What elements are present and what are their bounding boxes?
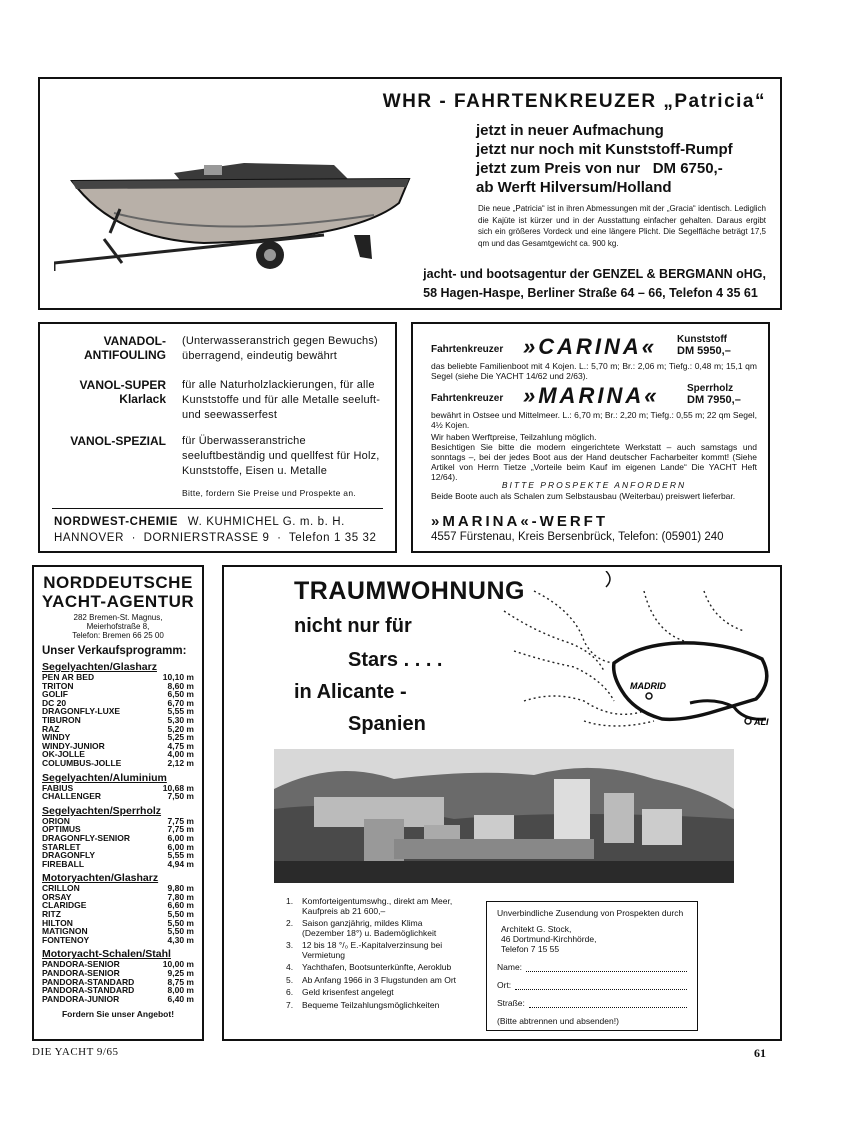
boat-length: 6,60 m (167, 900, 194, 911)
boat-name: OK-JOLLE (42, 749, 85, 760)
section-title: Segelyachten/Sperrholz (42, 804, 162, 817)
carina-name: »CARINA« (523, 334, 658, 359)
agentur-title-line: YACHT-AGENTUR (41, 592, 195, 611)
bullet-number: 3. (286, 940, 294, 950)
vanadol-ad (38, 322, 397, 553)
boat-name: TIBURON (42, 714, 81, 725)
boat-name: PANDORA-SENIOR (42, 968, 120, 979)
footer-magazine: DIE YACHT 9/65 (32, 1046, 119, 1058)
agentur-title (34, 573, 202, 611)
marina-werft: »MARINA«-WERFT (431, 513, 608, 530)
map-label-alicante: ALI (754, 717, 769, 727)
coupon-address-line: Telefon 7 15 55 (501, 944, 560, 954)
coupon-field-label: Straße: (497, 998, 525, 1008)
bullet-text: Ab Anfang 1966 in 3 Flugstunden am Ort (302, 974, 457, 985)
company-name: NORDWEST-CHEMIE (54, 516, 178, 528)
section-title: Segelyachten/Glasharz (42, 661, 157, 673)
traum-line: Stars . . . . (348, 649, 443, 671)
boat-length: 5,55 m (167, 706, 194, 717)
coupon-address-line: Architekt G. Stock, (501, 924, 572, 934)
boat-length: 10,00 m (162, 959, 194, 970)
product-desc: für alle Naturholzlackierungen, für alle Kunststoffe und für alle Metalle seeluft- und seewasserfest (182, 379, 381, 421)
traumwohnung-ad (222, 565, 782, 1041)
boat-length: 4,94 m (167, 858, 194, 869)
vanadol-company (54, 516, 345, 528)
boat-length: 5,20 m (167, 723, 194, 734)
boat-name: OPTIMUS (42, 824, 81, 835)
boat-name: DRAGONFLY-LUXE (42, 706, 121, 717)
bullet-number: 5. (286, 974, 294, 985)
boat-name: PEN AR BED (42, 672, 95, 682)
patricia-line: jetzt zum Preis von nur DM 6750,- (476, 160, 723, 177)
boat-name: WINDY (42, 732, 71, 743)
carina-label: Fahrtenkreuzer (431, 344, 504, 355)
carina-price: DM 5950,– (677, 345, 731, 357)
bullet-number: 7. (286, 999, 294, 1010)
vanadol-product (40, 334, 392, 364)
traum-bullets (286, 897, 464, 1013)
yacht-agentur-ad (32, 565, 204, 1041)
coupon-field-label: Ort: (497, 980, 512, 990)
bullet-text: Komforteigentumswhg., direkt am Meer, Kaufpreis ab 21 600,– (302, 896, 453, 916)
patricia-ad (38, 77, 782, 310)
patricia-agency-line: jacht- und bootsagentur der GENZEL & BERGMANN oHG, (423, 267, 766, 281)
list-item (286, 897, 464, 916)
boat-name: DC 20 (42, 697, 67, 708)
marina-text2: Wir haben Werftpreise, Teilzahlung möglich. (431, 432, 597, 442)
agentur-address (34, 613, 202, 640)
bullet-number: 4. (286, 962, 294, 972)
boat-length: 10,10 m (162, 672, 194, 682)
vanadol-note: Bitte, fordern Sie Preise und Prospekte an. (182, 488, 357, 498)
bullet-text: Yachthafen, Bootsunterkünfte, Aeroklub (302, 962, 452, 972)
boat-length: 6,70 m (167, 697, 194, 708)
boat-name: RITZ (42, 909, 61, 920)
product-desc: für Überwasseranstriche seeluftbeständig und quellfest für Holz, Kunststoffe, Eisen u. Metalle (182, 435, 380, 477)
boat-name: CRILLON (42, 883, 80, 894)
patricia-lines (476, 121, 733, 197)
marina-label: Fahrtenkreuzer (431, 393, 504, 404)
boat-name: CLARIDGE (42, 900, 87, 911)
list-item (42, 860, 194, 869)
section-title: Motoryacht-Schalen/Stahl (42, 948, 171, 961)
product-desc: (Unterwasseranstrich gegen Bewuchs) überragend, eindeutig bewährt (182, 335, 378, 362)
marina-request: BITTE PROSPEKTE ANFORDERN (501, 480, 687, 490)
patricia-line: ab Werft Hilversum/Holland (476, 179, 672, 196)
product-name: VANADOL- ANTIFOULING (84, 334, 166, 362)
boat-length: 7,80 m (167, 891, 194, 902)
address-line: Meierhofstraße 8, (86, 622, 150, 631)
list-item (286, 941, 464, 960)
bullet-text: Bequeme Teilzahlungsmöglichkeiten (302, 999, 440, 1010)
agentur-title-line: NORDDEUTSCHE (43, 573, 193, 592)
boat-name: PANDORA-SENIOR (42, 959, 120, 970)
boat-length: 4,30 m (167, 934, 194, 945)
marina-name: »MARINA« (523, 383, 660, 408)
boat-length: 6,50 m (167, 689, 194, 700)
vanadol-divider (52, 508, 383, 509)
boat-name: FIREBALL (42, 858, 85, 869)
product-name: VANOL-SUPER Klarlack (79, 378, 166, 406)
list-item (286, 1001, 464, 1011)
section-title: Segelyachten/Aluminium (42, 771, 167, 784)
marina-text4: Beide Boote auch als Schalen zum Selbstausbau (Weiterbau) preiswert lieferbar. (431, 491, 736, 501)
patricia-agency (423, 265, 766, 303)
agentur-sections (42, 661, 194, 1003)
boat-name: ORSAY (42, 891, 72, 902)
boat-length: 2,12 m (167, 757, 194, 768)
boat-name: WINDY-JUNIOR (42, 740, 105, 751)
bullet-text: 12 bis 18 °/₀ E.-Kapitalverzinsung bei Vermietung (302, 940, 443, 960)
spain-map (494, 571, 780, 751)
address-line: Telefon: Bremen 66 25 00 (72, 631, 164, 640)
address-line: 282 Bremen-St. Magnus, (73, 613, 163, 622)
marina-row (429, 383, 759, 409)
boat-name: PANDORA-STANDARD (42, 985, 135, 996)
section-title: Motoryachten/Glasharz (42, 872, 159, 885)
coupon-cut-note: (Bitte abtrennen und absenden!) (497, 1016, 619, 1026)
coupon-field-strasse[interactable] (497, 998, 687, 1008)
patricia-title: WHR - FAHRTENKREUZER „Patricia“ (382, 91, 766, 112)
vanadol-product (40, 434, 392, 479)
boat-length: 7,75 m (167, 824, 194, 835)
traum-headline: TRAUMWOHNUNG (294, 577, 525, 605)
boat-length: 9,80 m (167, 883, 194, 894)
list-item (286, 963, 464, 973)
boat-length: 5,55 m (167, 850, 194, 861)
traum-line: in Alicante - (294, 681, 407, 703)
boat-on-trailer-image (54, 143, 434, 273)
boat-length: 6,00 m (167, 841, 194, 852)
list-item (42, 995, 194, 1004)
list-item (286, 988, 464, 998)
boat-name: PANDORA-STANDARD (42, 976, 135, 987)
marina-text3: Besichtigen Sie bitte die modern eingerichtete Werkstatt – auch samstags und sonntags –, bei der jedes Boot aus der Hand deutscher Facharbeiter kommt! (Siehe Artikel von Herrn Tietze „Vorteile beim Kauf im eigenen Lande“ Die YACHT Heft 12/64). (431, 442, 757, 482)
boat-name: COLUMBUS-JOLLE (42, 757, 122, 768)
boat-length: 5,50 m (167, 909, 194, 920)
marina-ad (411, 322, 770, 553)
coupon-address (501, 924, 687, 954)
patricia-line: jetzt nur noch mit Kunststoff-Rumpf (476, 141, 733, 158)
coupon (486, 901, 698, 1031)
boat-length: 7,50 m (167, 791, 194, 802)
boat-length: 4,75 m (167, 740, 194, 751)
boat-length: 5,50 m (167, 926, 194, 937)
list-item (42, 759, 194, 768)
boat-length: 8,75 m (167, 976, 194, 987)
boat-name: HILTON (42, 917, 73, 928)
boat-name: ORION (42, 815, 70, 826)
marina-text: bewährt in Ostsee und Mittelmeer. L.: 6,70 m; Br.: 2,20 m; Tiefg.: 0,55 m; 22 qm Segel, 4½ Kojen. (431, 410, 757, 430)
coupon-field-ort[interactable] (497, 980, 687, 990)
coupon-address-line: 46 Dortmund-Kirchhörde, (501, 934, 597, 944)
boat-length: 6,00 m (167, 832, 194, 843)
boat-length: 6,40 m (167, 993, 194, 1004)
coupon-head: Unverbindliche Zusendung von Prospekten durch (497, 908, 684, 918)
vanadol-product (40, 378, 392, 423)
agentur-program-heading: Unser Verkaufsprogramm: (42, 645, 187, 657)
carina-material: Kunststoff (677, 334, 727, 345)
list-item (286, 976, 464, 986)
boat-length: 7,75 m (167, 815, 194, 826)
bullet-number: 6. (286, 987, 294, 997)
alicante-photo (274, 749, 734, 883)
boat-name: FABIUS (42, 782, 74, 793)
boat-name: DRAGONFLY (42, 850, 96, 861)
boat-name: RAZ (42, 723, 60, 734)
marina-werft-address: 4557 Fürstenau, Kreis Bersenbrück, Telefon: (05901) 240 (431, 531, 724, 543)
boat-name: DRAGONFLY-SENIOR (42, 832, 131, 843)
list-item (42, 792, 194, 801)
company-owner: W. KUHMICHEL G. m. b. H. (187, 516, 345, 528)
boat-length: 8,60 m (167, 680, 194, 691)
patricia-agency-line: 58 Hagen-Haspe, Berliner Straße 64 – 66, Telefon 4 35 61 (423, 286, 758, 300)
boat-length: 4,00 m (167, 749, 194, 760)
vanadol-address: HANNOVER · DORNIERSTRASSE 9 · Telefon 1 35 32 (54, 532, 377, 544)
patricia-line: jetzt in neuer Aufmachung (476, 122, 664, 139)
carina-text: das beliebte Familienboot mit 4 Kojen. L.: 5,70 m; Br.: 2,06 m; Tiefg.: 0,48 m; 15,1 qm Segel (siehe Die YACHT 14/62 und 2/63). (431, 361, 757, 381)
boat-name: STARLET (42, 841, 81, 852)
map-label-madrid: MADRID (630, 681, 666, 691)
bullet-number: 1. (286, 896, 294, 906)
patricia-body: Die neue „Patricia“ ist in ihren Abmessungen mit der „Gracia“ identisch. Lediglich die Kajüte ist kürzer und in der Ausstattung einfacher gehalten. Daraus ergibt sich ein größeres Vordeck und eine längere Plicht. Die Segelfläche beträgt 17,5 qm und das Gesamtgewicht ca. 900 kg. (478, 204, 766, 248)
boat-length: 5,25 m (167, 732, 194, 743)
product-name: VANOL-SPEZIAL (70, 434, 166, 448)
traum-line: Spanien (348, 713, 426, 735)
boat-length: 8,00 m (167, 985, 194, 996)
boat-length: 5,50 m (167, 917, 194, 928)
boat-name: PANDORA-JUNIOR (42, 993, 120, 1004)
boat-length: 5,30 m (167, 714, 194, 725)
footer-page-number: 61 (754, 1046, 766, 1060)
coupon-field-name[interactable] (497, 962, 687, 972)
carina-row (429, 334, 759, 360)
bullet-text: Saison ganzjährig, mildes Klima (Dezember 18°) u. Bademöglichkeit (302, 918, 437, 938)
bullet-text: Geld krisenfest angelegt (302, 987, 394, 997)
boat-name: GOLIF (42, 689, 68, 700)
boat-name: CHALLENGER (42, 791, 102, 802)
boat-name: FONTENOY (42, 934, 90, 945)
traum-line: nicht nur für (294, 615, 412, 637)
marina-material: Sperrholz (687, 383, 734, 394)
marina-price: DM 7950,– (687, 394, 741, 406)
coupon-field-label: Name: (497, 962, 523, 972)
list-item (286, 919, 464, 938)
boat-name: MATIGNON (42, 926, 88, 937)
bullet-number: 2. (286, 918, 294, 928)
boat-length: 9,25 m (167, 968, 194, 979)
list-item (42, 936, 194, 945)
boat-name: TRITON (42, 680, 74, 691)
agentur-footer: Fordern Sie unser Angebot! (61, 1009, 175, 1020)
boat-length: 10,68 m (162, 782, 194, 793)
